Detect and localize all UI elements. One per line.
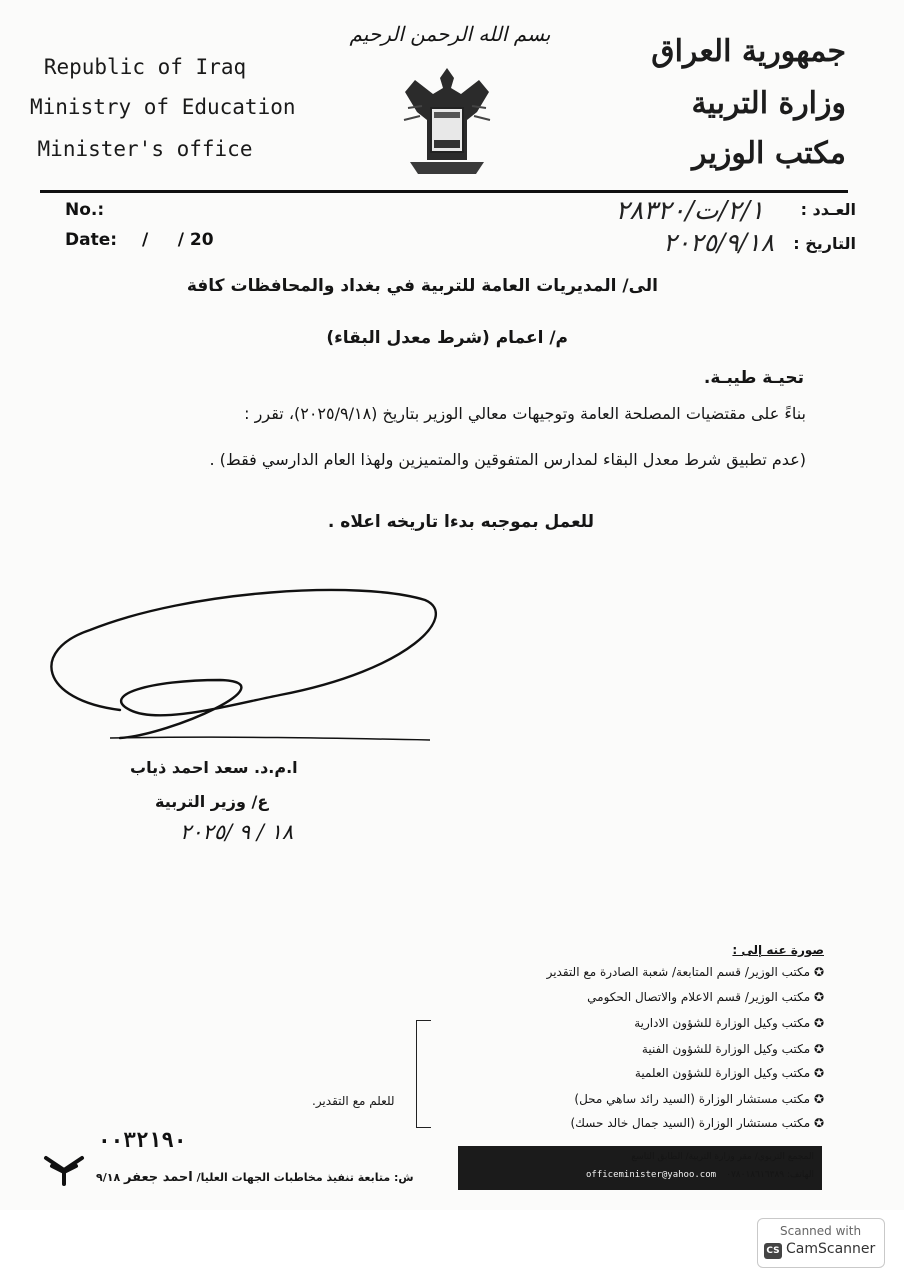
footer-email: officeminister@yahoo.com: [586, 1170, 717, 1180]
header-divider: [40, 190, 848, 193]
header-ar-republic: جمهورية العراق: [651, 34, 846, 69]
cc-item: ✪ مكتب مستشار الوزارة (السيد رائد ساهي محل): [574, 1092, 824, 1106]
number-value: ٢/١/ت/٢٨٣٢٠: [615, 196, 764, 226]
signatory-date: ١٨ / ٩ /٢٠٢٥: [180, 820, 294, 844]
greeting: تحيـة طيبـة.: [703, 368, 804, 388]
header-ar-ministry: وزارة التربية: [691, 86, 846, 121]
follow-up-line: ش: متابعة تنفيذ مخاطبات الجهات العليا/ احمد جعفر ٩/١٨: [96, 1170, 414, 1185]
body-line-2: (عدم تطبيق شرط معدل البقاء لمدارس المتفوقين والمتميزين ولهذا العام الدارسي فقط) .: [209, 450, 806, 469]
date-template: / / 20: [142, 230, 214, 250]
cc-bracket: [416, 1020, 431, 1128]
signatory-title: ع/ وزير التربية: [155, 792, 269, 811]
recipient-line: الى/ المديريات العامة للتربية في بغداد والمحافظات كافة: [186, 276, 658, 296]
scanned-with-label: Scanned with: [780, 1224, 862, 1238]
date-label-ar: التاريخ :: [793, 234, 856, 253]
date-label: Date:: [65, 230, 118, 250]
body-line-1: بناءً على مقتضيات المصلحة العامة وتوجيهات معالي الوزير بتاريخ (٢٠٢٥/٩/١٨)، تقرر :: [244, 404, 806, 423]
camscanner-logo-icon: CS: [764, 1243, 782, 1259]
closing-line: للعمل بموجبه بدءا تاريخه اعلاه .: [327, 512, 594, 532]
cc-item: ✪ مكتب مستشار الوزارة (السيد جمال خالد حسك): [570, 1116, 824, 1130]
handwritten-signature-icon: [30, 560, 450, 760]
cc-item: ✪ مكتب وكيل الوزارة للشؤون الفنية: [641, 1042, 824, 1056]
footer-phone: الهاتف: ٠٧٨٠١٨٦١٦٣٨٩: [726, 1170, 814, 1180]
cc-heading: صورة عنه إلى :: [732, 943, 824, 957]
header-ar-office: مكتب الوزير: [692, 136, 846, 171]
header-line-ministry: Ministry of Education: [30, 95, 296, 119]
cc-item: ✪ مكتب وكيل الوزارة للشؤون الادارية: [634, 1016, 824, 1030]
cc-bracket-note: للعلم مع التقدير.: [312, 1094, 395, 1108]
camscanner-badge: [757, 1218, 885, 1268]
number-label-ar: العـدد :: [800, 200, 856, 219]
cc-item: ✪ مكتب الوزير/ قسم الاعلام والاتصال الحكومي: [587, 990, 824, 1004]
eagle-emblem-icon: [398, 62, 496, 182]
subject-line: م/ اعمام (شرط معدل البقاء): [326, 328, 568, 348]
no-label: No.:: [65, 200, 105, 220]
cc-item: ✪ مكتب الوزير/ قسم المتابعة/ شعبة الصادرة مع التقدير: [546, 965, 824, 979]
header-line-republic: Republic of Iraq: [43, 55, 247, 79]
footer-address: المجمع التربوي/ مقر وزارة التربية/ الطابق التاسع: [631, 1152, 814, 1162]
cc-item: ✪ مكتب وكيل الوزارة للشؤون العلمية: [634, 1066, 824, 1080]
basmala: بسم الله الرحمن الرحيم: [349, 22, 551, 46]
header-line-office: Minister's office: [37, 137, 253, 161]
serial-number: ٠٠٣٢١٩٠: [98, 1128, 187, 1152]
signatory-name: ا.م.د. سعد احمد ذياب: [130, 758, 298, 777]
camscanner-label: CamScanner: [786, 1241, 876, 1257]
bird-stamp-icon: [42, 1152, 86, 1188]
footer-address-bar: [458, 1146, 822, 1190]
date-value-handwritten: ٢٠٢٥/٩/١٨: [663, 228, 774, 257]
